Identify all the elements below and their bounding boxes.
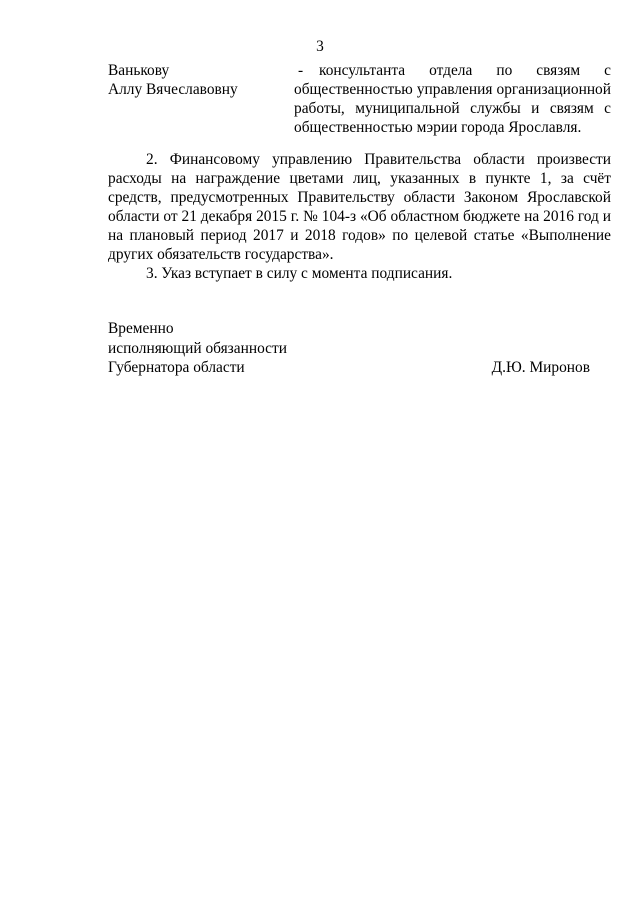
signature-block — [108, 319, 590, 378]
decree-body — [108, 150, 611, 283]
clause-2-paragraph: 2. Финансовому управлению Правительства области произвести расходы на награждение цветами лиц, указанных в пункте 1, за счёт средств, предусмотренных Правительству области Законом Ярославской области от 21 декабря 2015 г. № 104-з «Об областном бюджете на 2016 год и на плановый период 2017 и 2018 годов» по целевой статье «Выполнение других обязательств государства». — [108, 151, 611, 263]
awardee-name — [108, 61, 288, 99]
clause-3-paragraph: 3. Указ вступает в силу с момента подписания. — [146, 265, 453, 282]
signatory-title-line3: Губернатора области — [108, 359, 245, 376]
entry-dash: - — [298, 62, 304, 79]
awardee-given-names: Аллу Вячеславовну — [108, 81, 238, 98]
awardee-position-rest: общественностью управления организационной работы, муниципальной службы и связям с общественностью мэрии города Ярославля. — [294, 81, 611, 136]
signatory-title-line2: исполняющий обязанности — [108, 339, 287, 357]
signatory-row — [108, 358, 590, 378]
signatory-title-line1: Временно — [108, 320, 174, 337]
awardee-surname: Ванькову — [108, 62, 170, 79]
awardee-position-first-line: консультанта отдела по связям с — [319, 62, 611, 79]
signatory-name: Д.Ю. Миронов — [491, 359, 590, 376]
awardee-position — [294, 61, 611, 137]
page-number: 3 — [316, 38, 324, 55]
